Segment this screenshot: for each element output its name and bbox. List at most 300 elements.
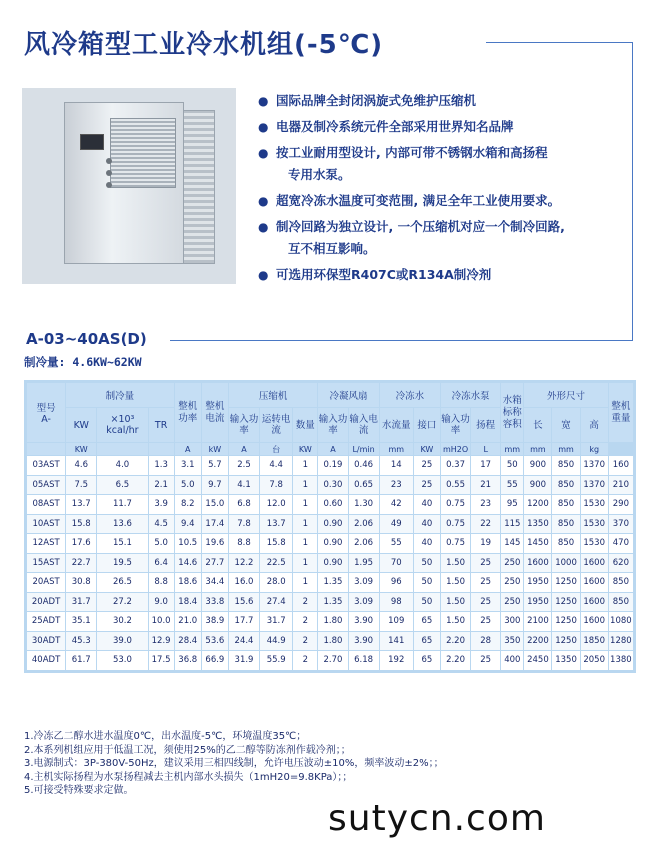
unit-cell-blank (149, 443, 174, 455)
unit-cell-blank (97, 443, 147, 455)
table-cell: 30.2 (97, 612, 147, 631)
table-cell: 28 (471, 632, 500, 651)
table-cell: 0.60 (318, 495, 347, 514)
table-cell: 22.7 (66, 554, 96, 573)
table-cell: 12.9 (149, 632, 174, 651)
col-header-kw: KW (66, 408, 96, 442)
table-cell: 40 (414, 515, 440, 534)
table-cell: 7.5 (66, 476, 96, 495)
table-cell: 50 (501, 456, 523, 475)
notes-list (24, 730, 444, 798)
table-cell: 1370 (581, 476, 608, 495)
table-cell: 3.09 (349, 573, 379, 592)
table-cell: 10.5 (175, 534, 201, 553)
col-header-length: 长 (524, 408, 551, 442)
table-cell: 2 (293, 612, 317, 631)
table-cell: 34.4 (202, 573, 228, 592)
col-header-tr: TR (149, 408, 174, 442)
table-cell: 66.9 (202, 651, 228, 670)
table-cell: 2.06 (349, 515, 379, 534)
table-cell: 9.0 (149, 593, 174, 612)
product-photo (22, 88, 236, 284)
table-cell: 14 (380, 456, 413, 475)
site-watermark: sutycn.com (328, 798, 546, 839)
table-cell: 14.6 (175, 554, 201, 573)
unit-cell: kW (202, 443, 228, 455)
table-cell: 49 (380, 515, 413, 534)
unit-cell: KW (293, 443, 317, 455)
table-cell: 28.0 (260, 573, 292, 592)
model-cell: 30ADT (27, 632, 65, 651)
table-cell: 1080 (609, 612, 633, 631)
feature-item: ● 超宽冷冻水温度可变范围, 满足全年工业使用要求。 (256, 190, 626, 212)
table-cell: 45.3 (66, 632, 96, 651)
unit-cell: KW (414, 443, 440, 455)
table-cell: 2.06 (349, 534, 379, 553)
table-cell: 1250 (552, 612, 579, 631)
table-cell: 0.30 (318, 476, 347, 495)
spec-table-body (27, 456, 633, 670)
table-cell: 25 (471, 573, 500, 592)
table-row (27, 495, 633, 514)
table-cell: 0.90 (318, 515, 347, 534)
spec-table-container (24, 380, 636, 673)
unit-cell: kg (581, 443, 608, 455)
table-cell: 53.0 (97, 651, 147, 670)
table-cell: 28.4 (175, 632, 201, 651)
table-cell: 2.20 (441, 651, 470, 670)
note-item: 3.电源制式：3P-380V-50Hz，建议采用三相四线制，允许电压波动±10%，频率波动±2%；； (24, 758, 444, 770)
table-cell: 1600 (581, 554, 608, 573)
table-cell: 5.7 (202, 456, 228, 475)
table-cell: 15.6 (229, 593, 259, 612)
table-cell: 24.4 (229, 632, 259, 651)
table-cell: 3.09 (349, 593, 379, 612)
table-cell: 850 (552, 476, 579, 495)
table-cell: 1.80 (318, 632, 347, 651)
table-cell: 3.1 (175, 456, 201, 475)
table-cell: 22 (471, 515, 500, 534)
col-header-kcal: ×10³ kcal/hr (97, 408, 147, 442)
unit-cell: A (229, 443, 259, 455)
table-cell: 1.35 (318, 593, 347, 612)
table-cell: 1250 (552, 632, 579, 651)
table-cell: 18.4 (175, 593, 201, 612)
table-cell: 115 (501, 515, 523, 534)
note-item: 5.可接受特殊要求定做。 (24, 785, 134, 797)
note-item: 2.本系列机组应用于低温工况，须使用25%的乙二醇等防冻剂作载冷剂；； (24, 744, 351, 756)
model-cell: 40ADT (27, 651, 65, 670)
feature-list (256, 90, 626, 290)
table-cell: 1250 (552, 573, 579, 592)
table-cell: 2.20 (441, 632, 470, 651)
table-cell: 1200 (524, 495, 551, 514)
table-cell: 21.0 (175, 612, 201, 631)
table-cell: 98 (380, 593, 413, 612)
table-cell: 1530 (581, 534, 608, 553)
table-cell: 70 (380, 554, 413, 573)
table-cell: 1.95 (349, 554, 379, 573)
table-cell: 1370 (581, 456, 608, 475)
unit-cell: A (318, 443, 347, 455)
table-cell: 25 (471, 651, 500, 670)
table-cell: 35.1 (66, 612, 96, 631)
model-range: A-03~40AS(D) (26, 330, 147, 348)
table-cell: 620 (609, 554, 633, 573)
unit-cell: mm (552, 443, 579, 455)
table-cell: 9.4 (175, 515, 201, 534)
table-cell: 30.8 (66, 573, 96, 592)
table-cell: 0.19 (318, 456, 347, 475)
table-cell: 3.90 (349, 632, 379, 651)
table-cell: 19 (471, 534, 500, 553)
table-cell: 0.90 (318, 534, 347, 553)
table-cell: 1.3 (149, 456, 174, 475)
model-cell: 20AST (27, 573, 65, 592)
table-cell: 27.7 (202, 554, 228, 573)
table-cell: 1530 (581, 515, 608, 534)
feature-item: ● 按工业耐用型设计, 内部可带不锈钢水箱和高扬程 专用水泵。 (256, 142, 626, 186)
unit-cell: A (175, 443, 201, 455)
bullet-icon: ● (258, 268, 269, 282)
table-cell: 65 (414, 651, 440, 670)
table-cell: 6.5 (97, 476, 147, 495)
table-cell: 0.90 (318, 554, 347, 573)
table-cell: 2 (293, 593, 317, 612)
capacity-range: 制冷量: 4.6KW~62KW (24, 355, 142, 369)
table-cell: 0.75 (441, 534, 470, 553)
table-cell: 2200 (524, 632, 551, 651)
table-cell: 31.7 (66, 593, 96, 612)
unit-cell: mm (501, 443, 523, 455)
table-cell: 31.7 (260, 612, 292, 631)
col-header-width: 宽 (552, 408, 579, 442)
table-cell: 145 (501, 534, 523, 553)
table-cell: 11.7 (97, 495, 147, 514)
table-cell: 1950 (524, 573, 551, 592)
table-cell: 1350 (552, 651, 579, 670)
model-cell: 25ADT (27, 612, 65, 631)
bullet-icon: ● (258, 120, 269, 134)
col-header-current: 整机电流 (202, 383, 228, 442)
table-row (27, 534, 633, 553)
model-cell: 10AST (27, 515, 65, 534)
table-cell: 23 (380, 476, 413, 495)
table-cell: 850 (552, 515, 579, 534)
table-row (27, 554, 633, 573)
table-cell: 18.6 (175, 573, 201, 592)
table-cell: 1 (293, 515, 317, 534)
table-cell: 4.6 (66, 456, 96, 475)
table-cell: 1.30 (349, 495, 379, 514)
table-cell: 3.9 (149, 495, 174, 514)
model-cell: 08AST (27, 495, 65, 514)
table-cell: 1.50 (441, 593, 470, 612)
model-cell: 12AST (27, 534, 65, 553)
table-cell: 50 (414, 593, 440, 612)
table-cell: 1000 (552, 554, 579, 573)
feature-item: ● 国际品牌全封闭涡旋式免维护压缩机 (256, 90, 626, 112)
gauge-icon (106, 158, 112, 164)
table-cell: 15.0 (202, 495, 228, 514)
table-cell: 5.0 (149, 534, 174, 553)
col-header-height: 高 (581, 408, 608, 442)
table-cell: 50 (414, 554, 440, 573)
table-cell: 290 (609, 495, 633, 514)
table-cell: 3.90 (349, 612, 379, 631)
table-cell: 2.70 (318, 651, 347, 670)
table-cell: 850 (552, 456, 579, 475)
col-header-comp-current: 运转电流 (260, 408, 292, 442)
table-cell: 850 (609, 593, 633, 612)
table-cell: 61.7 (66, 651, 96, 670)
unit-cell: mm (380, 443, 413, 455)
bullet-icon: ● (258, 146, 269, 160)
table-row (27, 515, 633, 534)
feature-item: ● 可选用环保型R407C或R134A制冷剂 (256, 264, 626, 286)
table-cell: 1280 (609, 632, 633, 651)
table-cell: 1.50 (441, 554, 470, 573)
table-row (27, 573, 633, 592)
table-cell: 15.8 (260, 534, 292, 553)
table-cell: 65 (414, 612, 440, 631)
table-cell: 42 (380, 495, 413, 514)
table-cell: 1250 (552, 593, 579, 612)
table-cell: 1.35 (318, 573, 347, 592)
table-cell: 900 (524, 476, 551, 495)
col-header-power: 整机功率 (175, 383, 201, 442)
table-cell: 40 (414, 495, 440, 514)
table-cell: 1950 (524, 593, 551, 612)
table-cell: 6.18 (349, 651, 379, 670)
table-cell: 23 (471, 495, 500, 514)
note-item: 1.冷冻乙二醇水进水温度0℃，出水温度-5℃，环境温度35℃； (24, 731, 307, 742)
table-cell: 12.0 (260, 495, 292, 514)
table-cell: 55 (380, 534, 413, 553)
table-cell: 1 (293, 495, 317, 514)
bullet-icon: ● (258, 194, 269, 208)
table-cell: 13.7 (260, 515, 292, 534)
table-cell: 1.80 (318, 612, 347, 631)
table-cell: 0.75 (441, 495, 470, 514)
table-row (27, 456, 633, 475)
page-title: 风冷箱型工业冷水机组(-5℃) (24, 30, 384, 60)
table-cell: 1 (293, 573, 317, 592)
unit-cell: L/min (349, 443, 379, 455)
table-cell: 15.1 (97, 534, 147, 553)
table-cell: 55.9 (260, 651, 292, 670)
table-cell: 470 (609, 534, 633, 553)
table-cell: 8.2 (175, 495, 201, 514)
table-cell: 25 (471, 554, 500, 573)
table-cell: 1 (293, 554, 317, 573)
frame-right-border (632, 42, 633, 340)
table-cell: 4.0 (97, 456, 147, 475)
table-row (27, 632, 633, 651)
table-cell: 109 (380, 612, 413, 631)
table-cell: 0.65 (349, 476, 379, 495)
table-cell: 16.0 (229, 573, 259, 592)
table-cell: 25 (471, 612, 500, 631)
table-cell: 27.4 (260, 593, 292, 612)
table-cell: 31.9 (229, 651, 259, 670)
table-cell: 65 (414, 632, 440, 651)
table-cell: 25 (471, 593, 500, 612)
gauge-icon (106, 170, 112, 176)
table-cell: 17.7 (229, 612, 259, 631)
table-cell: 9.7 (202, 476, 228, 495)
table-row (27, 612, 633, 631)
table-cell: 1450 (524, 534, 551, 553)
table-cell: 2.1 (149, 476, 174, 495)
unit-cell: L (471, 443, 500, 455)
table-cell: 2.5 (229, 456, 259, 475)
table-cell: 210 (609, 476, 633, 495)
table-cell: 15.8 (66, 515, 96, 534)
table-cell: 38.9 (202, 612, 228, 631)
table-cell: 0.37 (441, 456, 470, 475)
note-item: 4.主机实际扬程为水泵扬程减去主机内部水头损失（1mH20=9.8KPa）；； (24, 771, 353, 783)
table-cell: 12.2 (229, 554, 259, 573)
title-divider (486, 42, 633, 43)
table-row (27, 593, 633, 612)
table-cell: 6.8 (229, 495, 259, 514)
table-cell: 36.8 (175, 651, 201, 670)
table-cell: 53.6 (202, 632, 228, 651)
chiller-unit-side-fins (183, 110, 215, 264)
table-cell: 1380 (609, 651, 633, 670)
table-cell: 1850 (581, 632, 608, 651)
table-cell: 250 (501, 554, 523, 573)
feature-item: ● 电器及制冷系统元件全部采用世界知名品牌 (256, 116, 626, 138)
chiller-unit-grille (110, 118, 176, 188)
col-header-model: 型号 A- (27, 383, 65, 442)
table-cell: 1 (293, 476, 317, 495)
table-cell: 370 (609, 515, 633, 534)
table-cell: 850 (609, 573, 633, 592)
table-cell: 1 (293, 534, 317, 553)
table-cell: 10.0 (149, 612, 174, 631)
table-cell: 2 (293, 632, 317, 651)
col-header-tank: 水箱标称容积 (501, 383, 523, 442)
col-header-head: 扬程 (471, 408, 500, 442)
col-header-flow: 水流量 (380, 408, 413, 442)
model-cell: 03AST (27, 456, 65, 475)
table-cell: 250 (501, 593, 523, 612)
table-cell: 8.8 (229, 534, 259, 553)
table-cell: 350 (501, 632, 523, 651)
table-cell: 17 (471, 456, 500, 475)
col-header-fan: 冷凝风扇 (318, 383, 378, 407)
table-cell: 192 (380, 651, 413, 670)
table-cell: 95 (501, 495, 523, 514)
table-cell: 1600 (581, 593, 608, 612)
col-header-fan-power: 输入功率 (318, 408, 347, 442)
table-cell: 4.4 (260, 456, 292, 475)
chiller-control-panel (80, 134, 104, 150)
table-cell: 33.8 (202, 593, 228, 612)
table-cell: 39.0 (97, 632, 147, 651)
col-header-cooling: 制冷量 (66, 383, 174, 407)
unit-cell: KW (66, 443, 96, 455)
col-header-compressor: 压缩机 (229, 383, 317, 407)
table-cell: 4.5 (149, 515, 174, 534)
table-cell: 21 (471, 476, 500, 495)
frame-bottom-border (170, 340, 633, 341)
table-cell: 1530 (581, 495, 608, 514)
table-cell: 13.7 (66, 495, 96, 514)
model-cell: 20ADT (27, 593, 65, 612)
unit-cell: 台 (260, 443, 292, 455)
table-cell: 19.6 (202, 534, 228, 553)
table-cell: 0.46 (349, 456, 379, 475)
table-cell: 2 (293, 651, 317, 670)
table-cell: 1.50 (441, 573, 470, 592)
col-header-fan-current: 输入电流 (349, 408, 379, 442)
table-cell: 2100 (524, 612, 551, 631)
table-cell: 19.5 (97, 554, 147, 573)
model-cell: 05AST (27, 476, 65, 495)
table-row (27, 476, 633, 495)
table-cell: 17.5 (149, 651, 174, 670)
table-cell: 1600 (524, 554, 551, 573)
table-cell: 850 (552, 495, 579, 514)
bullet-icon: ● (258, 220, 269, 234)
table-cell: 50 (414, 573, 440, 592)
table-cell: 25 (414, 476, 440, 495)
unit-cell: mH2O (442, 444, 469, 454)
col-header-comp-qty: 数量 (293, 408, 317, 442)
table-cell: 1600 (581, 612, 608, 631)
unit-cell-blank (27, 443, 65, 455)
table-cell: 6.4 (149, 554, 174, 573)
col-header-pump: 冷冻水泵 (441, 383, 500, 407)
table-cell: 27.2 (97, 593, 147, 612)
col-header-dims: 外形尺寸 (524, 383, 607, 407)
gauge-icon (106, 182, 112, 188)
table-cell: 44.9 (260, 632, 292, 651)
table-cell: 1600 (581, 573, 608, 592)
table-cell: 160 (609, 456, 633, 475)
table-cell: 1.50 (441, 612, 470, 631)
table-row (27, 651, 633, 670)
model-cell: 15AST (27, 554, 65, 573)
table-cell: 1350 (524, 515, 551, 534)
bullet-icon: ● (258, 94, 269, 108)
table-cell: 40 (414, 534, 440, 553)
table-cell: 7.8 (260, 476, 292, 495)
table-cell: 300 (501, 612, 523, 631)
table-cell: 2450 (524, 651, 551, 670)
col-header-chilled: 冷冻水 (380, 383, 440, 407)
table-cell: 141 (380, 632, 413, 651)
table-cell: 96 (380, 573, 413, 592)
col-header-comp-power: 输入功率 (229, 408, 259, 442)
table-cell: 1 (293, 456, 317, 475)
table-cell: 0.75 (441, 515, 470, 534)
unit-row (27, 443, 633, 455)
feature-item: ● 制冷回路为独立设计, 一个压缩机对应一个制冷回路, 互不相互影响。 (256, 216, 626, 260)
table-cell: 400 (501, 651, 523, 670)
table-cell: 250 (501, 573, 523, 592)
table-cell: 17.4 (202, 515, 228, 534)
table-cell: 26.5 (97, 573, 147, 592)
table-cell: 17.6 (66, 534, 96, 553)
table-cell: 25 (414, 456, 440, 475)
table-cell: 8.8 (149, 573, 174, 592)
col-header-port: 接口 (414, 408, 440, 442)
table-cell: 900 (524, 456, 551, 475)
